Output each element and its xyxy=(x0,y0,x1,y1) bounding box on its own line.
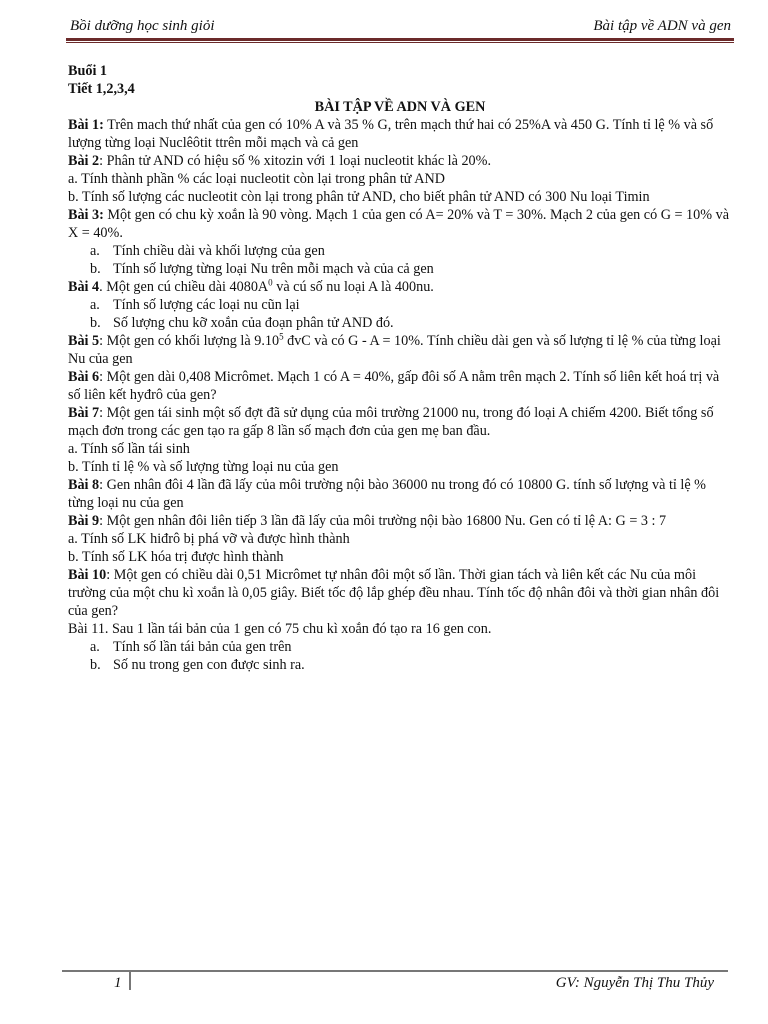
exercise-7 xyxy=(68,404,732,440)
list-text: Tính số lượng từng loại Nu trên mỗi mạch và của cả gen xyxy=(113,261,434,277)
exercise-label: Bài 4 xyxy=(68,279,100,295)
exercise-text: . Một gen cú chiều dài 4080A xyxy=(99,279,269,295)
exercise-text: : Một gen có khối lượng là 9.10 xyxy=(99,333,280,349)
exercise-8 xyxy=(68,476,732,512)
list-text: Số nu trong gen con được sinh ra. xyxy=(113,657,305,673)
header-rule-thin xyxy=(66,42,734,43)
header-right: Bài tập về ADN và gen xyxy=(593,18,731,34)
exercise-text: : Một gen tái sinh một số đợt đã sử dụng của môi trường 21000 nu, trong đó loại A chiếm 4200. Biết tổng số mạch đơn trong các gen tạo ra gấp 8 lần số mạch đơn của gen mẹ ban đầu. xyxy=(68,405,714,439)
list-item xyxy=(68,638,732,656)
exercise-text: Trên mach thứ nhất của gen có 10% A và 35 % G, trên mạch thứ hai có 25%A và 450 G. Tính tỉ lệ % và số lượng từng loại Nuclêôtit ttrên mỗi mạch và cả gen xyxy=(68,117,714,151)
exercise-label: Bài 7 xyxy=(68,405,100,421)
list-marker: b. xyxy=(90,261,101,277)
exercise-label: Bài 3: xyxy=(68,207,104,223)
exercise-3 xyxy=(68,206,732,242)
exercise-label: Bài 8 xyxy=(68,477,100,493)
header-rule-thick xyxy=(66,38,734,41)
list-item xyxy=(68,242,732,260)
exercise-label: Bài 9 xyxy=(68,513,100,529)
exercise-text: và cú số nu loại A là 400nu. xyxy=(272,279,434,295)
exercise-2-a: a. Tính thành phần % các loại nucleotit còn lại trong phân tử AND xyxy=(68,171,445,187)
exercise-9-b: b. Tính số LK hóa trị được hình thành xyxy=(68,549,284,565)
list-text: Tính số lượng các loại nu cũn lại xyxy=(113,297,300,313)
list-item xyxy=(68,656,732,674)
list-marker: a. xyxy=(90,243,100,259)
list-text: Tính số lần tái bản của gen trên xyxy=(113,639,292,655)
list-marker: a. xyxy=(90,297,100,313)
list-item xyxy=(68,314,732,332)
list-marker: a. xyxy=(90,639,100,655)
exercise-4 xyxy=(68,278,732,296)
header-left: Bồi dưỡng học sinh giỏi xyxy=(70,18,215,34)
exercise-6 xyxy=(68,368,732,404)
page-number: 1 xyxy=(114,975,122,991)
exercise-7-b: b. Tính tỉ lệ % và số lượng từng loại nu của gen xyxy=(68,459,339,475)
exercise-2-b: b. Tính số lượng các nucleotit còn lại trong phân tử AND, cho biết phân tử AND có 300 Nu loại Timin xyxy=(68,189,650,205)
exercise-label: Bài 6 xyxy=(68,369,100,385)
list-marker: b. xyxy=(90,657,101,673)
document-title: BÀI TẬP VỀ ADN VÀ GEN xyxy=(314,99,486,115)
list-item xyxy=(68,296,732,314)
exercise-text: : Phân tử AND có hiệu số % xitozin với 1 loại nucleotit khác là 20%. xyxy=(99,153,492,169)
list-marker: b. xyxy=(90,315,101,331)
exercise-text: Một gen có chu kỳ xoắn là 90 vòng. Mạch 1 của gen có A= 20% và T = 30%. Mạch 2 của gen có G = 10% và X = 40%. xyxy=(68,207,729,241)
list-text: Tính chiều dài và khối lượng của gen xyxy=(113,243,325,259)
periods-label: Tiết 1,2,3,4 xyxy=(68,81,135,97)
superscript: 0 xyxy=(268,277,273,288)
list-item xyxy=(68,260,732,278)
exercise-1 xyxy=(68,116,732,152)
exercise-label: Bài 5 xyxy=(68,333,100,349)
session-label: Buổi 1 xyxy=(68,63,108,79)
exercise-10 xyxy=(68,566,732,620)
exercise-text: : Một gen nhân đôi liên tiếp 3 lần đã lấy của môi trường nội bào 16800 Nu. Gen có tỉ lệ A: G = 3 : 7 xyxy=(99,513,667,529)
exercise-label: Bài 10 xyxy=(68,567,107,583)
footer-divider xyxy=(129,972,131,990)
exercise-9 xyxy=(68,512,732,530)
exercise-text: : Một gen dài 0,408 Micrômet. Mạch 1 có A = 40%, gấp đôi số A nằm trên mạch 2. Tính số liên kết hoá trị và số liên kết hyđrô của gen? xyxy=(68,369,720,403)
exercise-text: đvC và có G - A = 10%. Tính chiều dài gen và số lượng tỉ lệ % của từng loại Nu của gen xyxy=(68,333,721,367)
exercise-5 xyxy=(68,332,732,368)
footer-rule xyxy=(62,970,728,972)
page-header xyxy=(70,18,731,38)
list-text: Số lượng chu kỡ xoắn của đoạn phân tử AND đó. xyxy=(113,315,394,331)
exercise-2 xyxy=(68,152,732,170)
document-body xyxy=(68,62,732,674)
exercise-text: : Một gen có chiều dài 0,51 Micrômet tự nhân đôi một số lần. Thời gian tách và liên kết các Nu của môi trường của một chu kì xoắn là 0,05 giây. Biết tốc độ lắp ghép đều nhau. Tính tốc độ nhân đôi và thời gian nhân đôi của gen? xyxy=(68,567,720,619)
exercise-text: : Gen nhân đôi 4 lần đã lấy của môi trường nội bào 36000 nu trong đó có 10800 G. tính số lượng và tỉ lệ % từng loại nu của gen xyxy=(68,477,706,511)
exercise-7-a: a. Tính số lần tái sinh xyxy=(68,441,190,457)
exercise-label: Bài 2 xyxy=(68,153,100,169)
exercise-label: Bài 1: xyxy=(68,117,104,133)
footer-author: GV: Nguyễn Thị Thu Thủy xyxy=(555,975,714,991)
exercise-9-a: a. Tính số LK hiđrô bị phá vỡ và được hình thành xyxy=(68,531,350,547)
exercise-11: Bài 11. Sau 1 lần tái bản của 1 gen có 75 chu kì xoắn đó tạo ra 16 gen con. xyxy=(68,621,492,637)
superscript: 5 xyxy=(279,331,284,342)
